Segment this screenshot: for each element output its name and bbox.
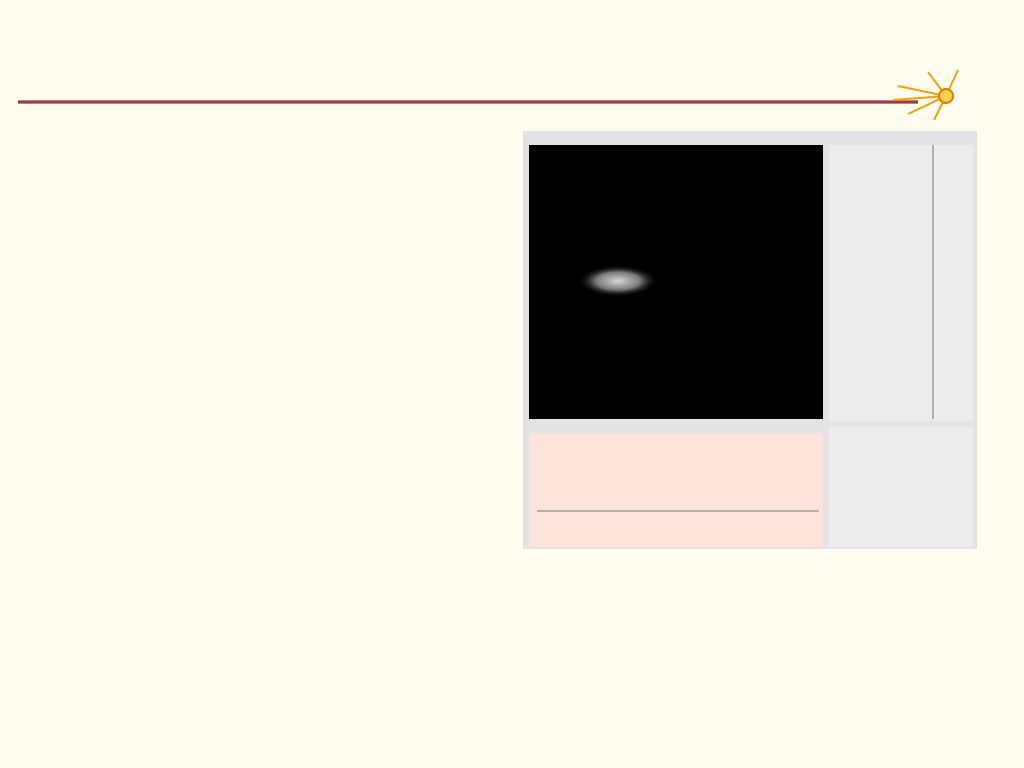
title-rule: [18, 100, 918, 104]
profile-info-panel: [829, 427, 973, 547]
beam-spot: [578, 265, 658, 297]
sns-logo: [888, 66, 1016, 124]
vertical-projection-panel: [829, 145, 973, 421]
frame-grabber-figure: [523, 131, 977, 549]
horizontal-projection-panel: [529, 433, 823, 547]
camera-image: [529, 145, 823, 419]
